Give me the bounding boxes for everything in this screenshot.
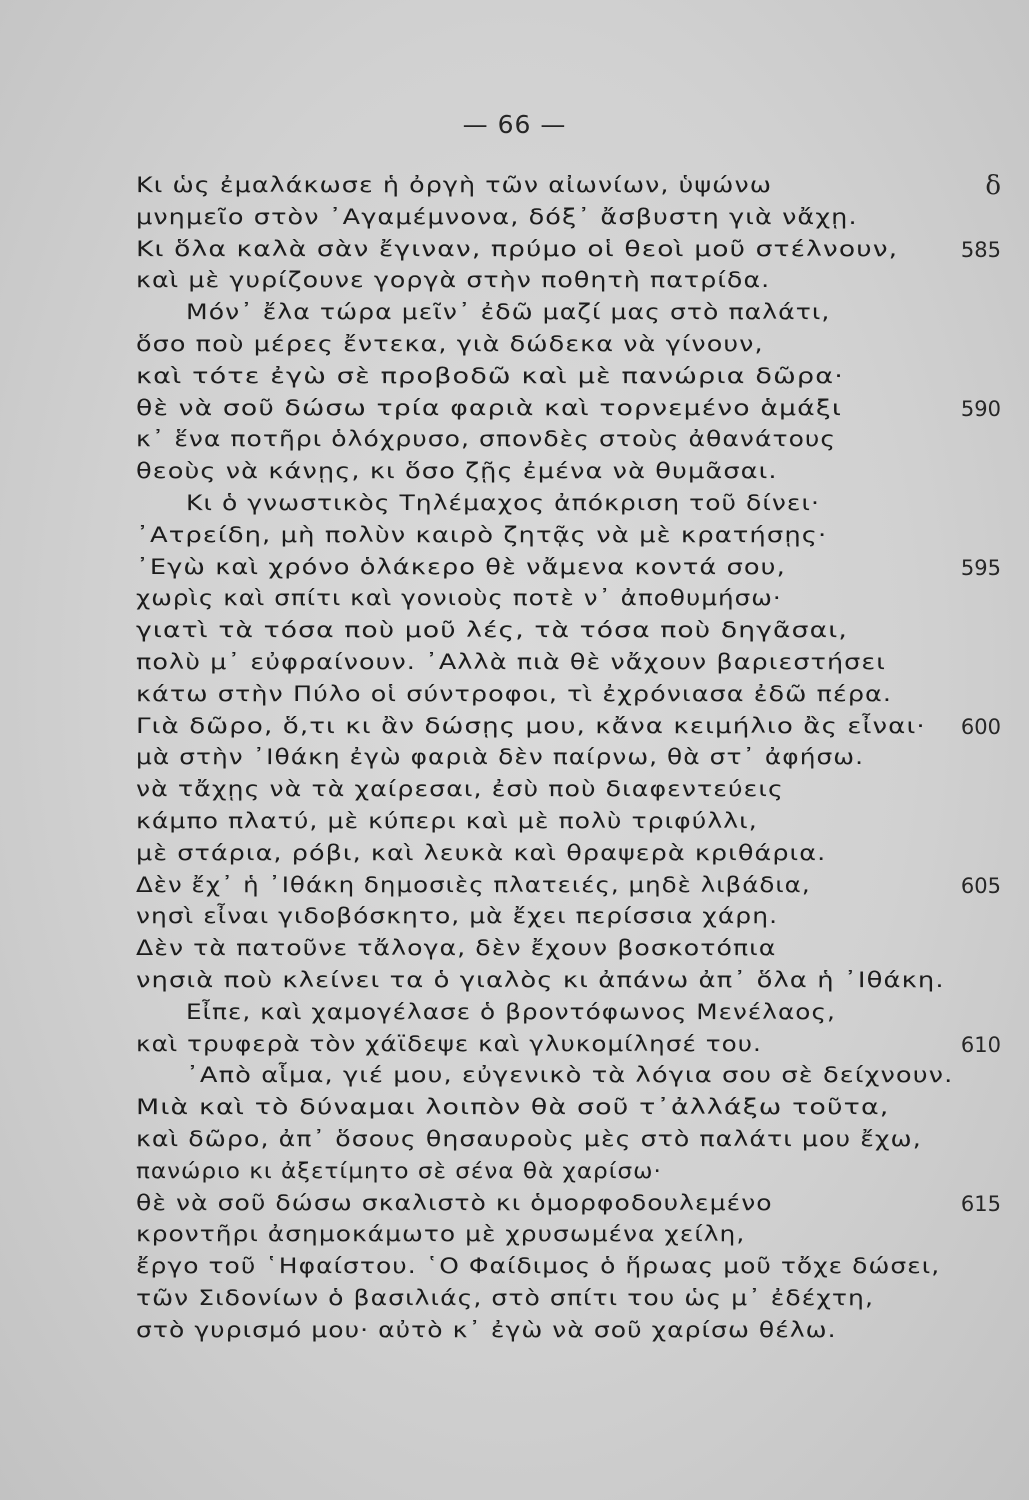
verse-line: νὰ τἄχῃς νὰ τὰ χαίρεσαι, ἐσὺ ποὺ διαφεντεύεις <box>136 777 784 803</box>
verse-line: Μόν᾿ ἔλα τώρα μεῖν᾿ ἐδῶ μαζί μας στὸ παλάτι, <box>186 300 831 326</box>
verse-line: κροντῆρι ἀσημοκάμωτο μὲ χρυσωμένα χείλη, <box>136 1222 746 1248</box>
verse-line: κάμπο πλατύ, μὲ κύπερι καὶ μὲ πολὺ τριφύλλι, <box>136 809 758 834</box>
verse-line: ᾿Απὸ αἷμα, γιέ μου, εὐγενικὸ τὰ λόγια σου σὲ δείχνουν. <box>186 1063 954 1089</box>
verse-line: τῶν Σιδονίων ὁ βασιλιάς, στὸ σπίτι του ὡς μ᾿ ἐδέχτη, <box>136 1286 874 1311</box>
line-number: 595 <box>960 555 1001 580</box>
page-number: — 66 — <box>462 110 567 139</box>
verse-line: καὶ μὲ γυρίζουνε γοργὰ στὴν ποθητὴ πατρίδα. <box>136 268 771 294</box>
line-number: 585 <box>960 237 1001 262</box>
verse-line: νησιὰ ποὺ κλείνει τα ὁ γιαλὸς κι ἀπάνω ἀπ᾿ ὅλα ἡ ᾿Ιθάκη. <box>136 968 945 993</box>
verse-line: μνημεῖο στὸν ᾿Αγαμέμνονα, δόξ᾿ ἄσβυστη γιὰ νἄχῃ. <box>136 204 858 230</box>
verse-line: στὸ γυρισμό μου· αὐτὸ κ᾿ ἐγὼ νὰ σοῦ χαρίσω θέλω. <box>136 1317 837 1343</box>
verse-line: πανώριο κι ἀξετίμητο σὲ σένα θὰ χαρίσω· <box>136 1158 662 1184</box>
verse-line: ἔργο τοῦ ῾Ηφαίστου. ῾Ο Φαίδιμος ὁ ἥρωας μοῦ τὄχε δώσει, <box>136 1254 941 1280</box>
verse-line: θὲ νὰ σοῦ δώσω σκαλιστὸ κι ὁμορφοδουλεμένο <box>136 1190 773 1216</box>
verse-line: Μιὰ καὶ τὸ δύναμαι λοιπὸν θὰ σοῦ τ᾿ἀλλάξω τοῦτα, <box>136 1095 890 1121</box>
verse-line: καὶ τρυφερὰ τὸν χάϊδεψε καὶ γλυκομίλησέ του. <box>136 1031 762 1057</box>
verse-line: θεοὺς νὰ κάνῃς, κι ὅσο ζῇς ἐμένα νὰ θυμᾶσαι. <box>136 459 778 485</box>
verse-line: Κι ὁ γνωστικὸς Τηλέμαχος ἀπόκριση τοῦ δίνει· <box>186 491 820 516</box>
verse-line: Εἶπε, καὶ χαμογέλασε ὁ βροντόφωνος Μενέλαος, <box>186 999 836 1025</box>
verse-line: ᾿Ατρείδη, μὴ πολὺν καιρὸ ζητᾷς νὰ μὲ κρατήσῃς· <box>136 522 828 548</box>
verse-line: Κι ὡς ἐμαλάκωσε ἡ ὀργὴ τῶν αἰωνίων, ὑψώνω <box>136 173 773 198</box>
verse-line: γιατὶ τὰ τόσα ποὺ μοῦ λές, τὰ τόσα ποὺ δηγᾶσαι, <box>136 618 848 644</box>
line-number: 605 <box>960 873 1001 898</box>
verse-line: ᾿Εγὼ καὶ χρόνο ὁλάκερο θὲ νἄμενα κοντά σου, <box>136 554 786 580</box>
verse-line: ὅσο ποὺ μέρες ἔντεκα, γιὰ δώδεκα νὰ γίνουν, <box>136 332 764 357</box>
verse-line: κάτω στὴν Πύλο οἱ σύντροφοι, τὶ ἐχρόνιασα ἐδῶ πέρα. <box>136 681 893 707</box>
verse-line: κ᾿ ἕνα ποτῆρι ὁλόχρυσο, σπονδὲς στοὺς ἀθανάτους <box>136 427 837 453</box>
verse-line: Δὲν ἔχ᾿ ἡ ᾿Ιθάκη δημοσιὲς πλατειές, μηδὲ λιβάδια, <box>136 872 811 898</box>
verse-line: χωρὶς καὶ σπίτι καὶ γονιοὺς ποτὲ ν᾿ ἀποθυμήσω· <box>136 586 782 612</box>
verse-line: μὰ στὴν ᾿Ιθάκη ἐγὼ φαριὰ δὲν παίρνω, θὰ στ᾿ ἀφήσω. <box>136 745 865 771</box>
verse-line: καὶ δῶρο, ἀπ᾿ ὅσους θησαυροὺς μὲς στὸ παλάτι μου ἔχω, <box>136 1127 922 1152</box>
verse-line: πολὺ μ᾿ εὐφραίνουν. ᾿Αλλὰ πιὰ θὲ νἄχουν βαριεστήσει <box>136 650 886 675</box>
verse-line: μὲ στάρια, ρόβι, καὶ λευκὰ καὶ θραψερὰ κριθάρια. <box>136 840 827 866</box>
verse-line: νησὶ εἶναι γιδοβόσκητο, μὰ ἔχει περίσσια χάρη. <box>136 904 779 930</box>
verse-line: θὲ νὰ σοῦ δώσω τρία φαριὰ καὶ τορνεμένο ἁμάξι <box>136 395 842 421</box>
verse-line: Δὲν τὰ πατοῦνε τἄλογα, δὲν ἔχουν βοσκοτόπια <box>136 936 777 962</box>
line-number: 600 <box>960 714 1001 739</box>
line-number: δ <box>985 171 1001 201</box>
line-number: 590 <box>960 396 1001 421</box>
line-number: 610 <box>960 1032 1001 1057</box>
line-number: 615 <box>960 1191 1001 1216</box>
verse-line: καὶ τότε ἐγὼ σὲ προβοδῶ καὶ μὲ πανώρια δῶρα· <box>136 363 844 389</box>
verse-line: Κι ὅλα καλὰ σὰν ἔγιναν, πρύμο οἱ θεοὶ μοῦ στέλνουν, <box>136 236 899 262</box>
verse-line: Γιὰ δῶρο, ὅ,τι κι ἂν δώσῃς μου, κἄνα κειμήλιο ἂς εἶναι· <box>136 713 926 739</box>
